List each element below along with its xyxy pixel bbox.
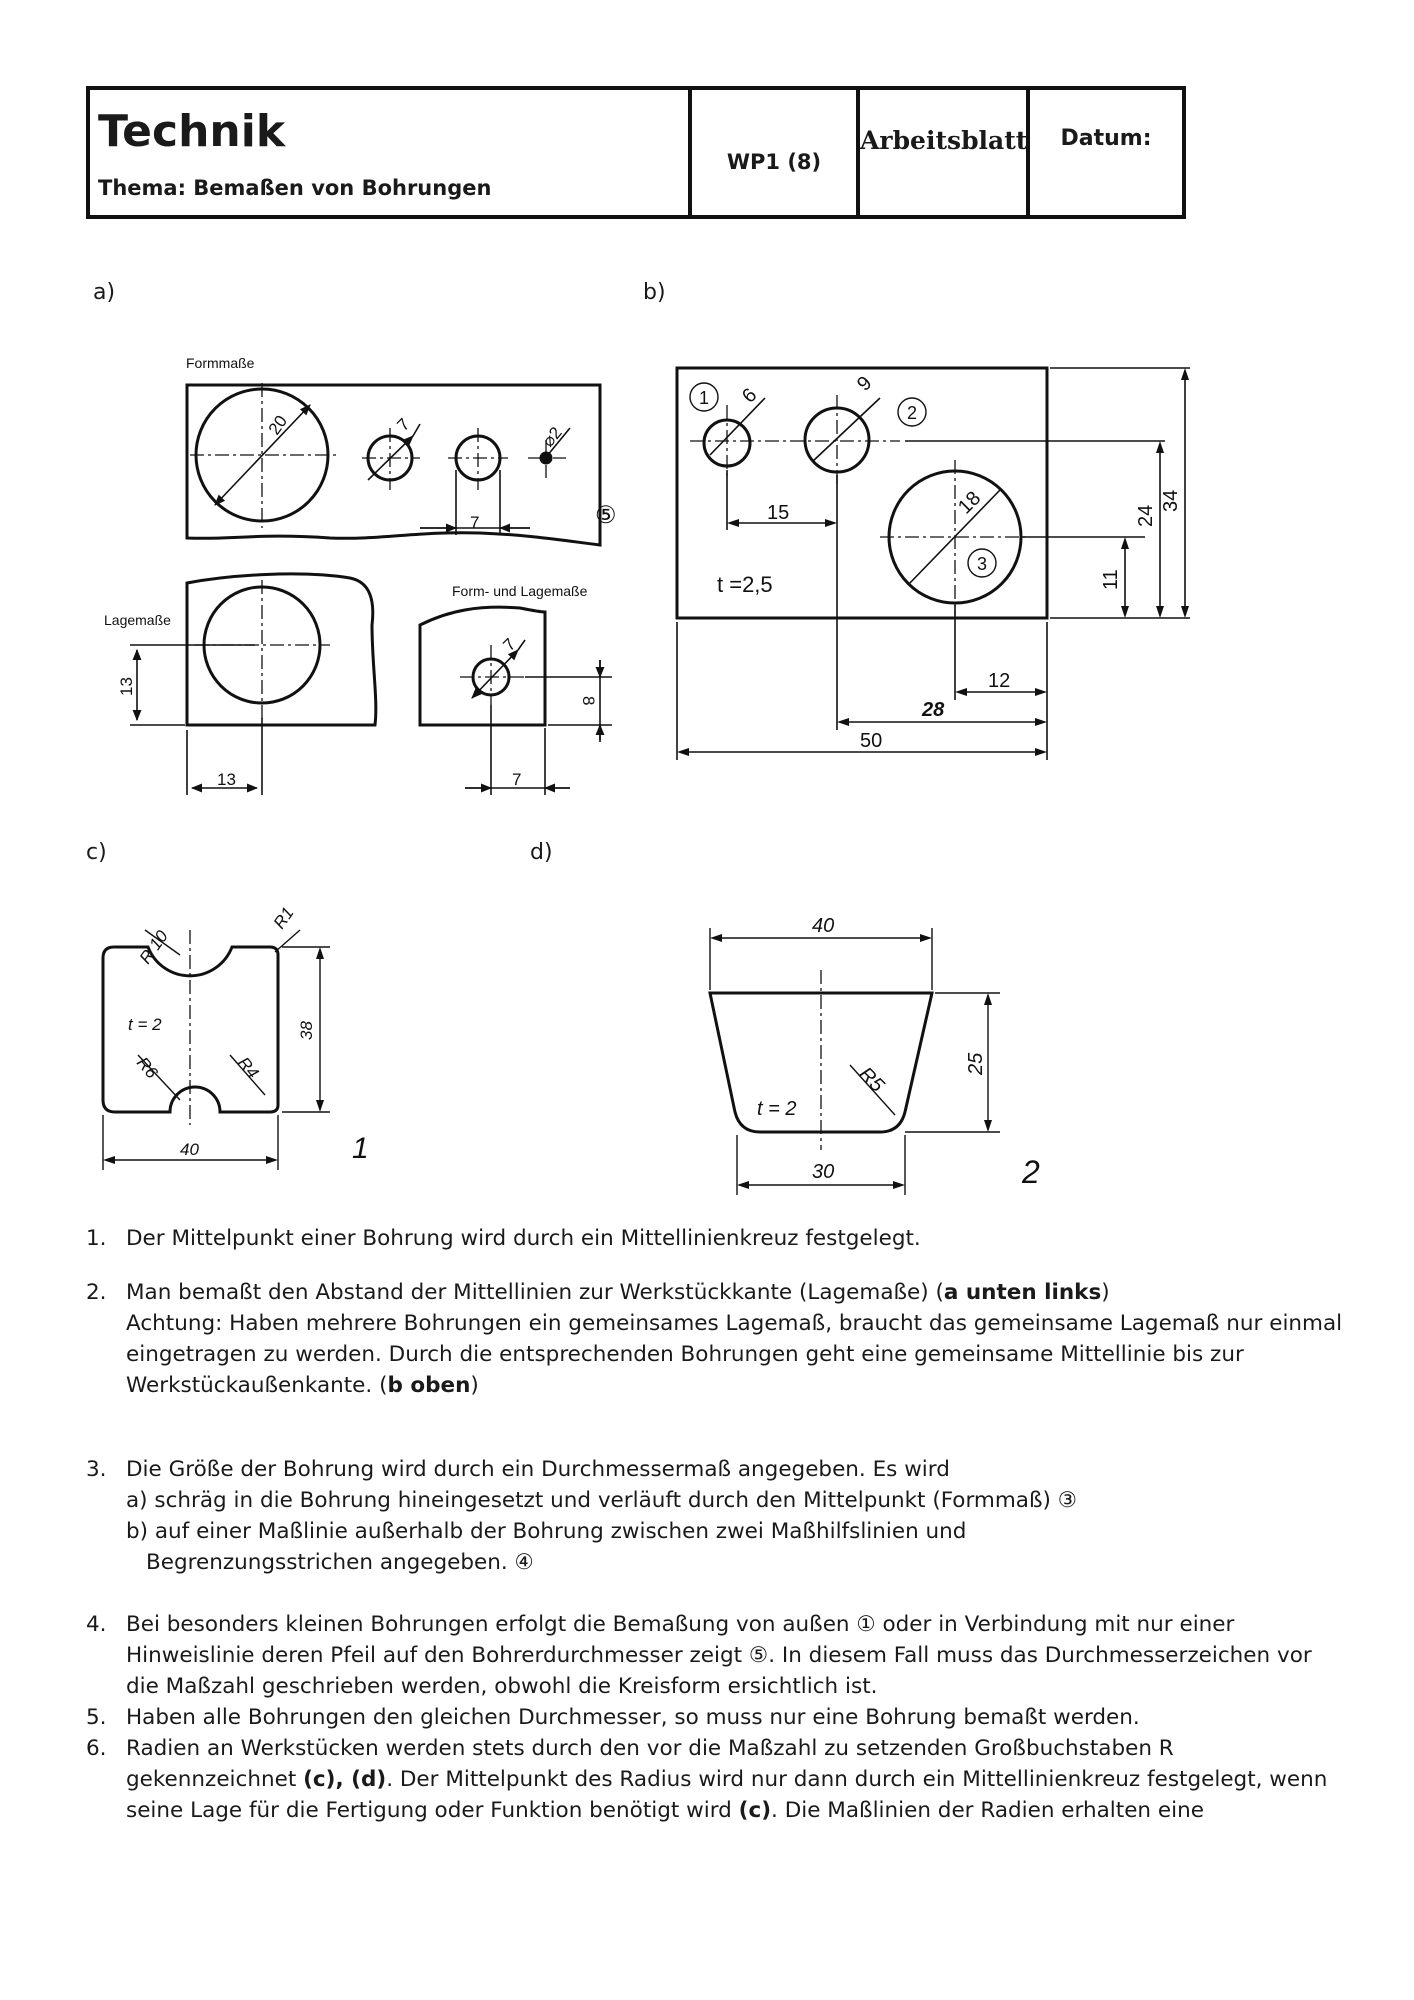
item-text-bold: a unten links	[943, 1280, 1102, 1305]
item-text	[126, 1733, 1346, 1826]
lagemasse-label: Lagemaße	[104, 612, 171, 628]
date-label: Datum:	[1060, 126, 1152, 151]
figure-d-number: 2	[1022, 1154, 1040, 1190]
dim-50: 50	[860, 730, 883, 752]
form-und-lagemasse-label: Form- und Lagemaße	[452, 583, 588, 599]
r1-label: R1	[269, 903, 298, 933]
dim-28: 28	[922, 699, 945, 721]
item-text: Bei besonders kleinen Bohrungen erfolgt die Bemaßung von außen ① oder in Verbindung mit nur einer Hinweislinie deren Pfeil auf den Bohrerdurchmesser zeigt ⑤. In diesem Fall muss das Durchmesserzeichen vor die Maßzahl geschrieben werden, obwohl die Kreisform ersichtlich ist.	[126, 1612, 1312, 1699]
item-text: Der Mittelpunkt einer Bohrung wird durch ein Mittellinienkreuz festgelegt.	[126, 1226, 921, 1251]
page-title: Technik	[98, 106, 286, 157]
dim-30: 30	[812, 1161, 835, 1183]
item-text-part: Man bemaßt den Abstand der Mittellinien zur Werkstückkante (Lagemaße) (	[126, 1280, 944, 1305]
marker-2: 2	[907, 403, 918, 423]
figure-d-label: d)	[530, 840, 553, 865]
item-text-part: . Die Maßlinien der Radien erhalten eine	[771, 1798, 1204, 1823]
r4-label: R4	[233, 1053, 263, 1083]
dim-11: 11	[1100, 569, 1122, 590]
r6-label: R6	[132, 1053, 162, 1083]
dim-13-v: 13	[117, 677, 136, 696]
item-number: 6.	[86, 1736, 107, 1761]
item-number: 5.	[86, 1705, 107, 1730]
item-text-part: a) schräg in die Bohrung hineingesetzt und verläuft durch den Mittelpunkt (Formmaß) ③	[126, 1488, 1078, 1513]
marker-1: 1	[699, 388, 710, 408]
dim-40-d: 40	[812, 915, 835, 937]
item-number: 4.	[86, 1612, 107, 1637]
course-label: WP1 (8)	[726, 150, 822, 174]
dim-7-d: 7	[512, 770, 522, 789]
list-item	[86, 1454, 1346, 1578]
dim-20: 20	[264, 411, 292, 439]
item-text-part: . Der Mittelpunkt des Radius wird nur dann durch ein Mittellinienkreuz festgelegt, wenn seine Lage für die Fertigung oder Funktion benötigt wird	[126, 1767, 1328, 1823]
item-text-part: b) auf einer Maßlinie außerhalb der Bohrung zwischen zwei Maßhilfslinien und	[126, 1519, 967, 1544]
list-item	[86, 1733, 1346, 1826]
item-text-bold: (c), (d)	[303, 1767, 387, 1792]
r10-label: R 10	[135, 926, 172, 968]
item-text-part: Radien an Werkstücken werden stets durch den vor die Maßzahl zu setzenden Großbuchstaben R gekennzeichnet	[126, 1736, 1174, 1792]
dim-13-h: 13	[217, 770, 236, 789]
dim-9: 9	[852, 372, 877, 396]
dim-7-c: 7	[499, 634, 520, 655]
item-text-part: Die Größe der Bohrung wird durch ein Durchmessermaß angegeben. Es wird	[126, 1457, 950, 1482]
item-text-part: Achtung: Haben mehrere Bohrungen ein gemeinsames Lagemaß, braucht das gemeinsame Lagemaß nur einmal eingetragen zu werden. Durch die entsprechenden Bohrungen geht eine gemeinsame Mittellinie bis zur Werkstückaußenkante. (	[126, 1311, 1343, 1398]
thickness-c: t = 2	[128, 1015, 162, 1034]
dim-7-b: 7	[470, 513, 480, 532]
item-text-part: )	[1101, 1280, 1110, 1305]
thickness-b: t =2,5	[717, 572, 773, 597]
r5-label: R5	[854, 1062, 889, 1097]
item-text-bold: (c)	[738, 1798, 772, 1823]
thickness-d: t = 2	[757, 1098, 797, 1120]
page-subtitle: Thema: Bemaßen von Bohrungen	[98, 176, 492, 200]
list-item	[86, 1609, 1346, 1702]
dim-15: 15	[767, 502, 790, 524]
list-item	[86, 1702, 1346, 1733]
dim-6: 6	[737, 384, 762, 408]
dim-7-a: 7	[393, 414, 414, 435]
figure-c-number: 1	[352, 1132, 369, 1165]
list-item	[86, 1223, 1346, 1254]
marker-5: ⑤	[595, 502, 617, 529]
item-text: Haben alle Bohrungen den gleichen Durchmesser, so muss nur eine Bohrung bemaßt werden.	[126, 1705, 1140, 1730]
rules-list	[86, 1223, 1346, 1826]
item-number: 1.	[86, 1226, 107, 1251]
dim-18: 18	[953, 487, 986, 519]
sheet-type: Arbeitsblatt	[860, 126, 1028, 155]
list-item	[86, 1277, 1346, 1401]
item-text	[126, 1277, 1346, 1401]
dim-40-c: 40	[180, 1140, 199, 1159]
figure-c-label: c)	[86, 840, 107, 865]
item-number: 2.	[86, 1280, 107, 1305]
figure-b-label: b)	[643, 280, 666, 305]
dim-24: 24	[1135, 504, 1157, 527]
dim-38: 38	[297, 1021, 316, 1040]
item-text-part: Begrenzungsstrichen angegeben. ④	[146, 1550, 534, 1575]
marker-3: 3	[977, 554, 988, 574]
item-text-bold: b oben	[387, 1373, 471, 1398]
dim-34: 34	[1160, 489, 1182, 512]
dim-phi2: ⌀2	[538, 423, 566, 451]
item-text	[126, 1454, 1346, 1578]
figure-a-label: a)	[93, 280, 116, 305]
dim-12: 12	[988, 670, 1011, 692]
dim-25: 25	[965, 1052, 987, 1075]
formmasse-label: Formmaße	[186, 355, 255, 371]
dim-8: 8	[579, 696, 598, 706]
item-number: 3.	[86, 1457, 107, 1482]
item-text-part: )	[470, 1373, 479, 1398]
